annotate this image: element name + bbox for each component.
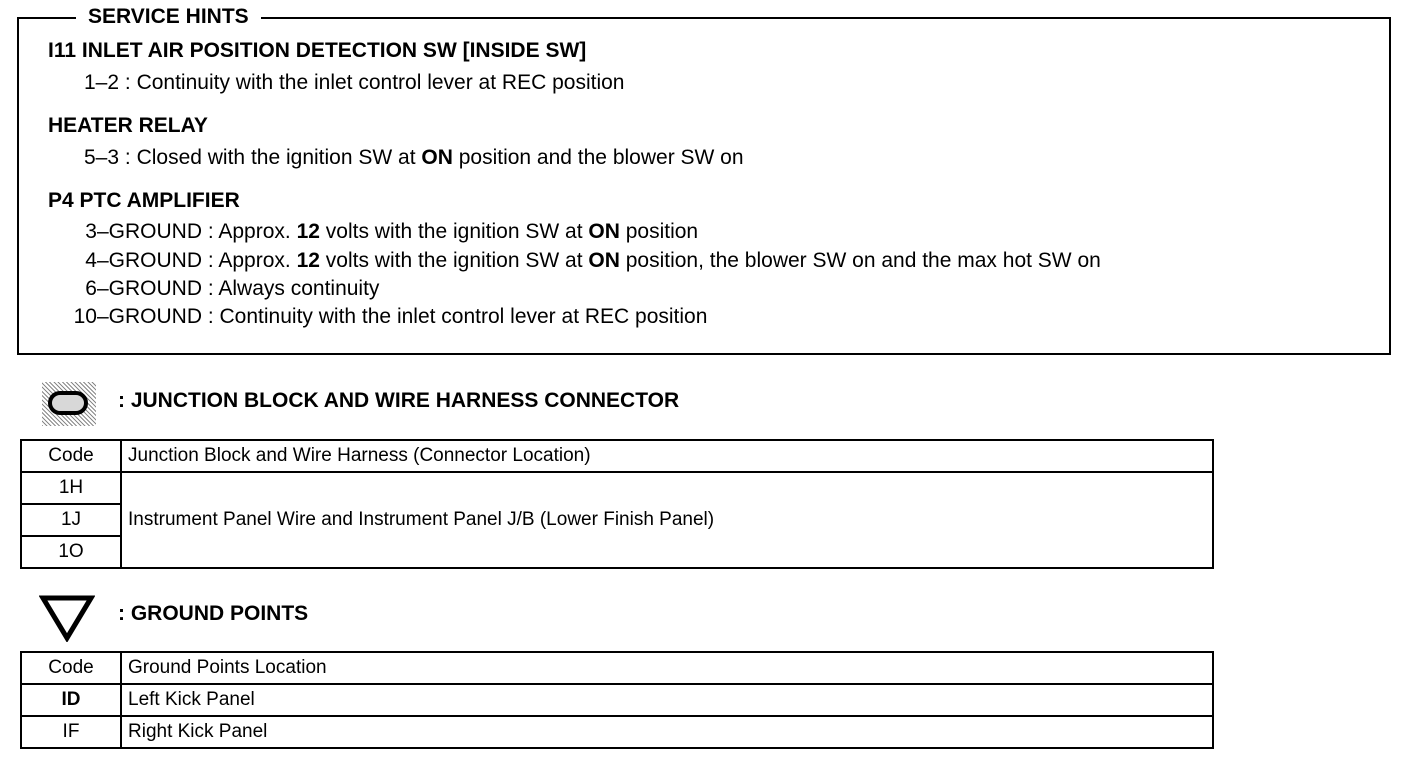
p4-row-3: 6–GROUND : Always continuity — [56, 276, 379, 302]
p4-row-1: 3–GROUND : Approx. 12 volts with the ignition SW at ON position — [56, 219, 698, 245]
ground-location-2: Right Kick Panel — [121, 716, 1213, 748]
p4-row-2-c: volts with the ignition SW at — [319, 249, 589, 272]
p4-row-2-b: 12 — [296, 249, 320, 272]
junction-section-label: : JUNCTION BLOCK AND WIRE HARNESS CONNECTOR — [118, 389, 680, 412]
p4-row-4-code: 10–GROUND — [73, 305, 202, 328]
junction-table-header — [21, 440, 1213, 472]
i11-text: Continuity with the inlet control lever at REC position — [136, 71, 625, 94]
junction-header-code: Code — [21, 440, 121, 472]
junction-code-3: 1O — [21, 536, 121, 568]
i11-line: 1–2 : Continuity with the inlet control lever at REC position — [84, 71, 625, 94]
table-row — [21, 472, 1213, 504]
p4-row-1-d: ON — [588, 220, 620, 243]
heater-relay-text-post: position and the blower SW on — [452, 146, 744, 169]
junction-code-1: 1H — [21, 472, 121, 504]
ground-triangle-icon — [39, 594, 95, 642]
connector-pill-icon — [42, 382, 96, 426]
p4-row-4-text: Continuity with the inlet control lever at REC position — [219, 305, 708, 328]
p4-row-3-text: Always continuity — [218, 277, 380, 300]
junction-header-desc: Junction Block and Wire Harness (Connector Location) — [121, 440, 1213, 472]
table-row — [21, 716, 1213, 748]
ground-table-header — [21, 652, 1213, 684]
p4-row-1-b: 12 — [296, 220, 320, 243]
heater-relay-text-pre: Closed with the ignition SW at — [136, 146, 422, 169]
ground-header-desc: Ground Points Location — [121, 652, 1213, 684]
p4-heading: P4 PTC AMPLIFIER — [48, 189, 240, 212]
heater-relay-text-bold: ON — [421, 146, 453, 169]
junction-table — [20, 439, 1214, 569]
ground-code-2: IF — [21, 716, 121, 748]
ground-code-1: ID — [21, 684, 121, 716]
junction-description: Instrument Panel Wire and Instrument Panel J/B (Lower Finish Panel) — [121, 472, 1213, 568]
i11-code: 1–2 — [84, 71, 120, 94]
junction-code-2: 1J — [21, 504, 121, 536]
p4-row-2-d: ON — [588, 249, 620, 272]
p4-row-3-code: 6–GROUND — [85, 277, 202, 300]
p4-row-4: 10–GROUND : Continuity with the inlet control lever at REC position — [56, 304, 707, 330]
ground-table — [20, 651, 1214, 749]
heater-relay-code: 5–3 — [84, 146, 120, 169]
p4-row-1-a: Approx. — [218, 220, 297, 243]
p4-row-2-a: Approx. — [218, 249, 297, 272]
p4-row-1-code: 3–GROUND — [85, 220, 202, 243]
p4-row-1-e: position — [619, 220, 699, 243]
ground-location-1: Left Kick Panel — [121, 684, 1213, 716]
ground-section-label: : GROUND POINTS — [118, 602, 309, 625]
p4-row-2-e: position, the blower SW on and the max hot SW on — [619, 249, 1101, 272]
heater-relay-heading: HEATER RELAY — [48, 114, 208, 137]
heater-relay-line: 5–3 : Closed with the ignition SW at ON position and the blower SW on — [84, 146, 744, 169]
service-hints-title: SERVICE HINTS — [76, 4, 261, 30]
p4-row-1-c: volts with the ignition SW at — [319, 220, 589, 243]
ground-header-code: Code — [21, 652, 121, 684]
p4-row-2: 4–GROUND : Approx. 12 volts with the ignition SW at ON position, the blower SW on and the max hot SW on — [56, 248, 1101, 274]
table-row — [21, 684, 1213, 716]
i11-heading: I11 INLET AIR POSITION DETECTION SW [INSIDE SW] — [48, 39, 587, 62]
p4-row-2-code: 4–GROUND — [85, 249, 202, 272]
